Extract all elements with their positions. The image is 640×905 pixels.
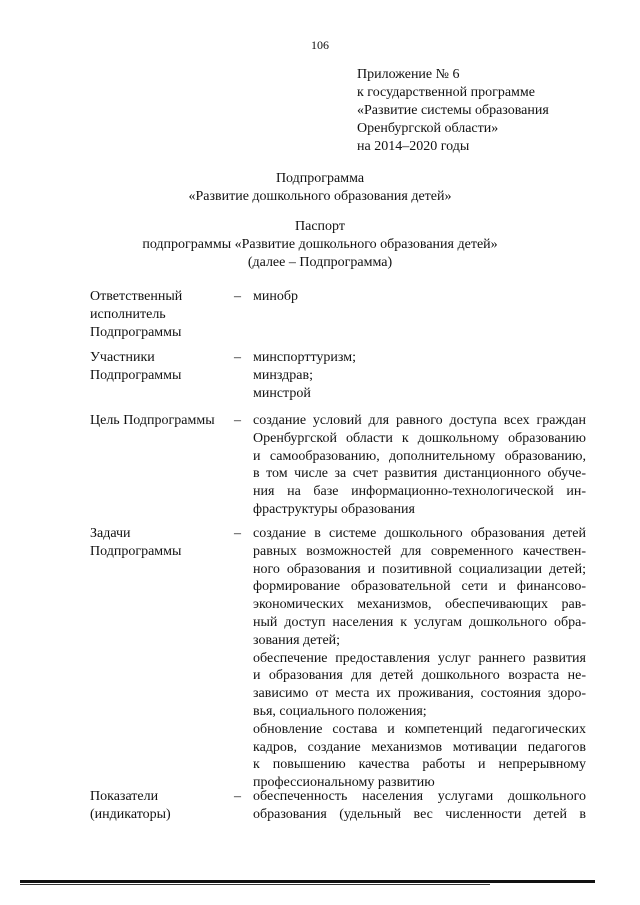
dash: –: [234, 789, 241, 804]
value-line: равных возможностей для современного качествен-: [253, 543, 586, 559]
label-line: Подпрограммы: [90, 367, 182, 383]
value-line: зования детей;: [253, 632, 341, 648]
passport-heading: [0, 218, 640, 272]
dash: –: [234, 526, 241, 541]
label-line: (индикаторы): [90, 806, 171, 822]
appendix-line: Оренбургской области»: [357, 121, 499, 136]
value-line: минобр: [253, 289, 298, 304]
value-line: минспорттуризм;: [253, 350, 356, 365]
value-line: вья, социального положения;: [253, 703, 427, 719]
value-line: к повышению качества работы и непрерывному: [253, 757, 586, 773]
value-line: ный доступ населения к услугам дошкольного обра-: [253, 614, 586, 630]
scan-edge-line: [20, 880, 595, 883]
dash: –: [234, 413, 241, 428]
row-value: [253, 788, 586, 824]
label-line: исполнитель: [90, 306, 166, 322]
row-value: [253, 412, 586, 519]
value-line: обновление состава и компетенций педагогических: [253, 721, 586, 737]
row-value: [253, 525, 586, 792]
value-line: экономических механизмов, обеспечивающих рав-: [253, 597, 586, 613]
value-line: Оренбургской области к дошкольному образованию: [253, 430, 586, 446]
label-line: Показатели: [90, 789, 159, 804]
value-line: минздрав;: [253, 367, 313, 383]
subprogram-heading-line: Подпрограмма: [275, 171, 365, 186]
passport-heading-line: (далее – Подпрограмма): [247, 255, 393, 270]
appendix-reference: [357, 66, 549, 156]
row-value: [253, 349, 586, 402]
row-label: [90, 349, 230, 385]
row-label: [90, 525, 230, 561]
passport-heading-line: подпрограммы «Развитие дошкольного образования детей»: [142, 237, 498, 252]
dash: –: [234, 350, 241, 365]
row-label: [90, 788, 230, 824]
appendix-line: «Развитие системы образования: [357, 103, 549, 118]
value-line: минстрой: [253, 385, 311, 401]
appendix-line: к государственной программе: [357, 85, 535, 100]
label-line: Подпрограммы: [90, 324, 182, 340]
subprogram-heading: [0, 170, 640, 206]
value-line: образования (удельный вес численности детей в: [253, 806, 586, 822]
label-line: Ответственный: [90, 289, 183, 304]
label-line: Участники: [90, 350, 155, 365]
value-line: кадров, создание механизмов мотивации педагогов: [253, 739, 586, 755]
value-line: и образования для детей дошкольного возраста не-: [253, 668, 586, 684]
row-label: [90, 288, 230, 341]
value-line: ния на базе информационно-технологической ин-: [253, 484, 586, 500]
value-line: ного образования и позитивной социализации детей;: [253, 561, 586, 577]
value-line: и самообразованию, дополнительному образованию,: [253, 448, 586, 464]
value-line: обеспечение предоставления услуг раннего развития: [253, 650, 586, 666]
appendix-line: Приложение № 6: [357, 67, 460, 82]
label-line: Подпрограммы: [90, 543, 182, 559]
label-line: Задачи: [90, 526, 131, 541]
row-label: [90, 412, 230, 430]
page-number: 106: [311, 38, 329, 52]
scan-edge-line-thin: [20, 884, 490, 885]
value-line: профессиональному развитию: [253, 775, 435, 791]
value-line: обеспеченность населения услугами дошкольного: [253, 789, 586, 804]
row-value: [253, 288, 586, 306]
subprogram-heading-line: «Развитие дошкольного образования детей»: [188, 189, 452, 204]
dash: –: [234, 289, 241, 304]
value-line: зависимо от места их проживания, состояния здоро-: [253, 686, 586, 702]
label-line: Цель Подпрограммы: [90, 413, 215, 428]
value-line: создание условий для равного доступа всех граждан: [253, 413, 586, 428]
value-line: фраструктуры образования: [253, 501, 415, 517]
value-line: создание в системе дошкольного образования детей: [253, 526, 586, 541]
passport-heading-line: Паспорт: [295, 219, 345, 234]
value-line: в том числе за счет развития дистанционного обуче-: [253, 466, 586, 482]
value-line: формирование образовательной сети и финансово-: [253, 579, 586, 595]
appendix-line: на 2014–2020 годы: [357, 139, 470, 154]
